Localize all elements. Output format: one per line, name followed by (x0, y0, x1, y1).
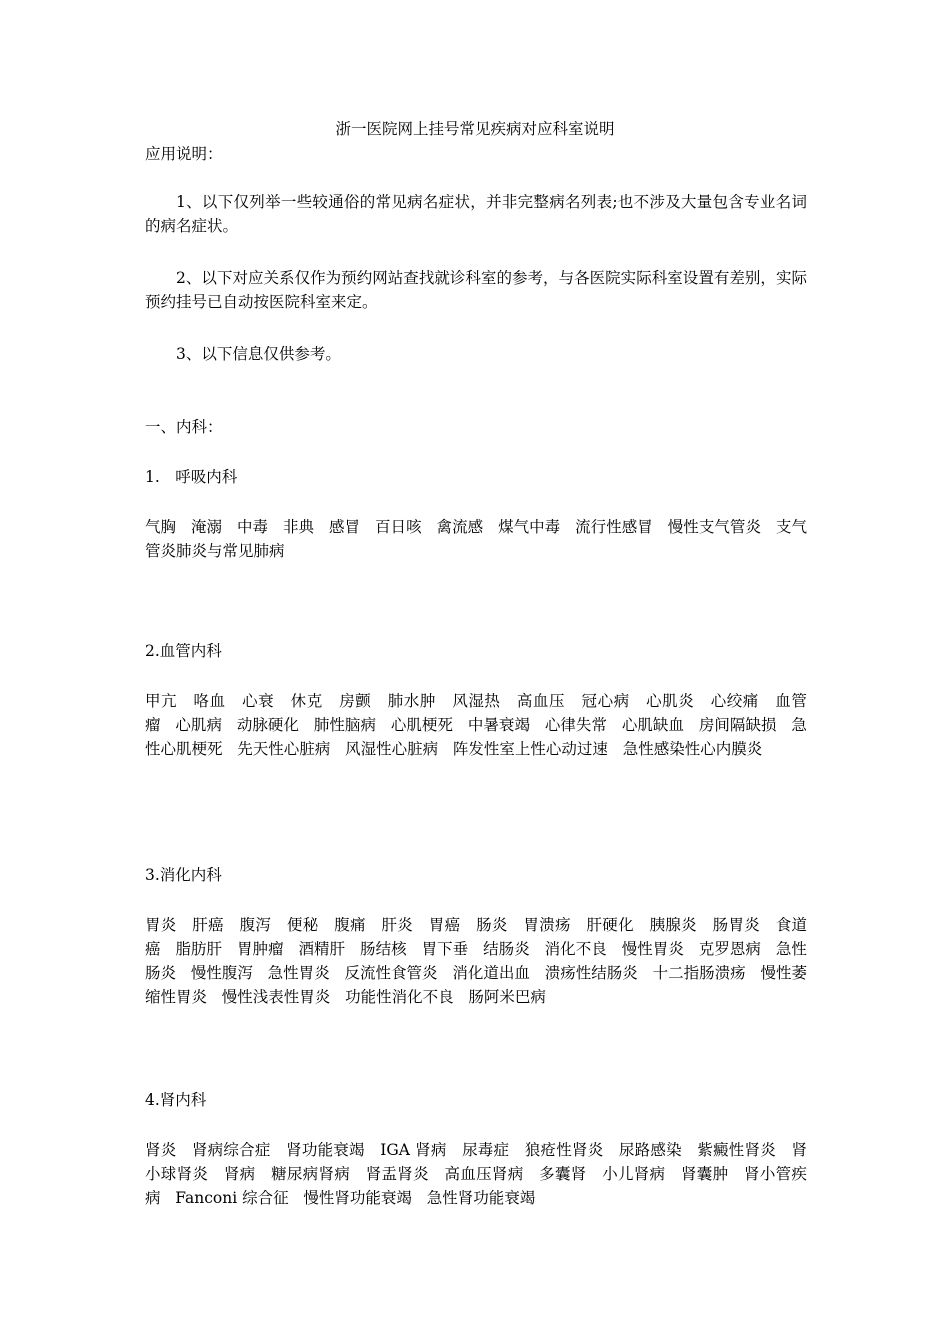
disease-item: 肠胃炎 (712, 916, 761, 934)
disease-list-respiratory (145, 515, 807, 563)
disease-item: 动脉硬化 (236, 716, 299, 734)
disease-list-nephrology (145, 1138, 807, 1210)
disease-item: 高血压肾病 (444, 1165, 524, 1183)
disease-item: 心绞痛 (710, 692, 759, 710)
disease-item: 淹溺 (191, 518, 223, 536)
disease-item: 肾小管疾病 (145, 1165, 807, 1207)
department-heading-respiratory: 1. 呼吸内科 (145, 468, 238, 486)
department-heading-nephrology: 4.肾内科 (145, 1091, 207, 1109)
disease-item: 中毒 (237, 518, 269, 536)
disease-list-gastroenterology (145, 913, 807, 1009)
disease-item: 慢性胃炎 (621, 940, 684, 958)
disease-item: 房颤 (339, 692, 372, 710)
disease-item: 心肌炎 (646, 692, 695, 710)
disease-item: 多囊肾 (539, 1165, 587, 1183)
disease-item: 冠心病 (581, 692, 630, 710)
disease-item: 急性心肌梗死 (145, 716, 807, 758)
disease-item: 肾小球肾炎 (145, 1141, 808, 1183)
disease-item: 甲亢 (145, 692, 178, 710)
note-3: 3、以下信息仅供参考。 (176, 345, 341, 363)
disease-item: 肠炎 (476, 916, 508, 934)
disease-item: 急性肾功能衰竭 (426, 1189, 536, 1207)
disease-item: 肝癌 (192, 916, 224, 934)
disease-item: 风湿性心脏病 (345, 740, 439, 758)
disease-item: 溃疡性结肠炎 (544, 964, 638, 982)
disease-item: 肝硬化 (586, 916, 634, 934)
disease-item: 急性感染性心内膜炎 (622, 740, 763, 758)
disease-item: 食道癌 (145, 916, 808, 958)
disease-item: 克罗恩病 (698, 940, 761, 958)
disease-item: 慢性腹泻 (190, 964, 253, 982)
disease-item: 结肠炎 (483, 940, 530, 958)
disease-item: 消化道出血 (452, 964, 530, 982)
disease-item: 咯血 (193, 692, 226, 710)
disease-item: 肺性脑病 (313, 716, 376, 734)
disease-item: 流行性感冒 (575, 518, 653, 536)
note-2: 2、以下对应关系仅作为预约网站查找就诊科室的参考，与各医院实际科室设置有差别，实际预约挂号已自动按医院科室来定。 (145, 269, 807, 311)
disease-item: 急性胃炎 (267, 964, 330, 982)
disease-item: 酒精肝 (298, 940, 346, 958)
disease-item: 胃肿瘤 (236, 940, 284, 958)
disease-item: 紫癜性肾炎 (697, 1141, 777, 1159)
disease-item: 胰腺炎 (649, 916, 697, 934)
document-title: 浙一医院网上挂号常见疾病对应科室说明 (335, 120, 615, 138)
department-heading-gastroenterology: 3.消化内科 (145, 866, 222, 884)
disease-item: 慢性萎缩性胃炎 (145, 964, 807, 1006)
disease-item: 肾功能衰竭 (286, 1141, 365, 1159)
disease-item: 感冒 (329, 518, 361, 536)
disease-item: 慢性浅表性胃炎 (221, 988, 331, 1006)
disease-item: 支气管炎肺炎与常见肺病 (145, 518, 807, 560)
disease-item: 心肌缺血 (621, 716, 684, 734)
section-heading-internal-medicine: 一、内科： (145, 418, 223, 436)
disease-item: 肾盂肾炎 (365, 1165, 429, 1183)
disease-item: 十二指肠溃疡 (652, 964, 746, 982)
usage-heading: 应用说明： (145, 145, 223, 163)
disease-item: 先天性心脏病 (237, 740, 331, 758)
disease-item: 心肌梗死 (390, 716, 453, 734)
disease-item: IGA 肾病 (380, 1141, 447, 1159)
disease-item: 气胸 (145, 518, 177, 536)
disease-item: 心律失常 (544, 716, 607, 734)
disease-item: 消化不良 (544, 940, 607, 958)
department-heading-cardiovascular: 2.血管内科 (145, 642, 222, 660)
note-1: 1、以下仅列举一些较通俗的常见病名症状，并非完整病名列表;也不涉及大量包含专业名词的病名症状。 (145, 193, 807, 235)
disease-item: 狼疮性肾炎 (524, 1141, 604, 1159)
disease-item: 高血压 (516, 692, 566, 710)
disease-item: 禽流感 (436, 518, 484, 536)
disease-item: 急性肠炎 (145, 940, 807, 982)
disease-item: 肾病 (223, 1165, 256, 1183)
disease-item: 小儿肾病 (602, 1165, 666, 1183)
disease-item: 肾炎 (145, 1141, 177, 1159)
disease-item: 反流性食管炎 (344, 964, 438, 982)
disease-item: 肠阿米巴病 (468, 988, 546, 1006)
disease-item: 脂肪肝 (175, 940, 223, 958)
disease-item: 心肌病 (175, 716, 222, 734)
disease-item: Fanconi 综合征 (175, 1189, 289, 1207)
disease-item: 尿路感染 (618, 1141, 682, 1159)
disease-item: 胃下垂 (421, 940, 469, 958)
disease-item: 肾病综合症 (191, 1141, 271, 1159)
disease-item: 休克 (290, 692, 323, 710)
disease-item: 肾囊肿 (681, 1165, 729, 1183)
disease-item: 尿毒症 (462, 1141, 510, 1159)
disease-item: 中暑衰竭 (467, 716, 530, 734)
disease-item: 肺水肿 (387, 692, 436, 710)
disease-item: 胃炎 (145, 916, 177, 934)
disease-item: 风湿热 (452, 692, 501, 710)
disease-item: 非典 (283, 518, 315, 536)
disease-item: 便秘 (286, 916, 319, 934)
disease-item: 肝炎 (381, 916, 414, 934)
disease-list-cardiovascular (145, 689, 807, 761)
disease-item: 慢性支气管炎 (667, 518, 762, 536)
disease-item: 胃癌 (428, 916, 461, 934)
disease-item: 房间隔缺损 (698, 716, 777, 734)
disease-item: 腹泻 (239, 916, 272, 934)
disease-item: 阵发性室上性心动过速 (452, 740, 608, 758)
disease-item: 血管瘤 (145, 692, 807, 734)
disease-item: 肠结核 (360, 940, 407, 958)
disease-item: 百日咳 (375, 518, 422, 536)
disease-item: 心衰 (242, 692, 275, 710)
disease-item: 胃溃疡 (523, 916, 571, 934)
disease-item: 煤气中毒 (498, 518, 561, 536)
disease-item: 腹痛 (334, 916, 366, 934)
disease-item: 糖尿病肾病 (271, 1165, 351, 1183)
disease-item: 慢性肾功能衰竭 (303, 1189, 412, 1207)
disease-item: 功能性消化不良 (345, 988, 454, 1006)
